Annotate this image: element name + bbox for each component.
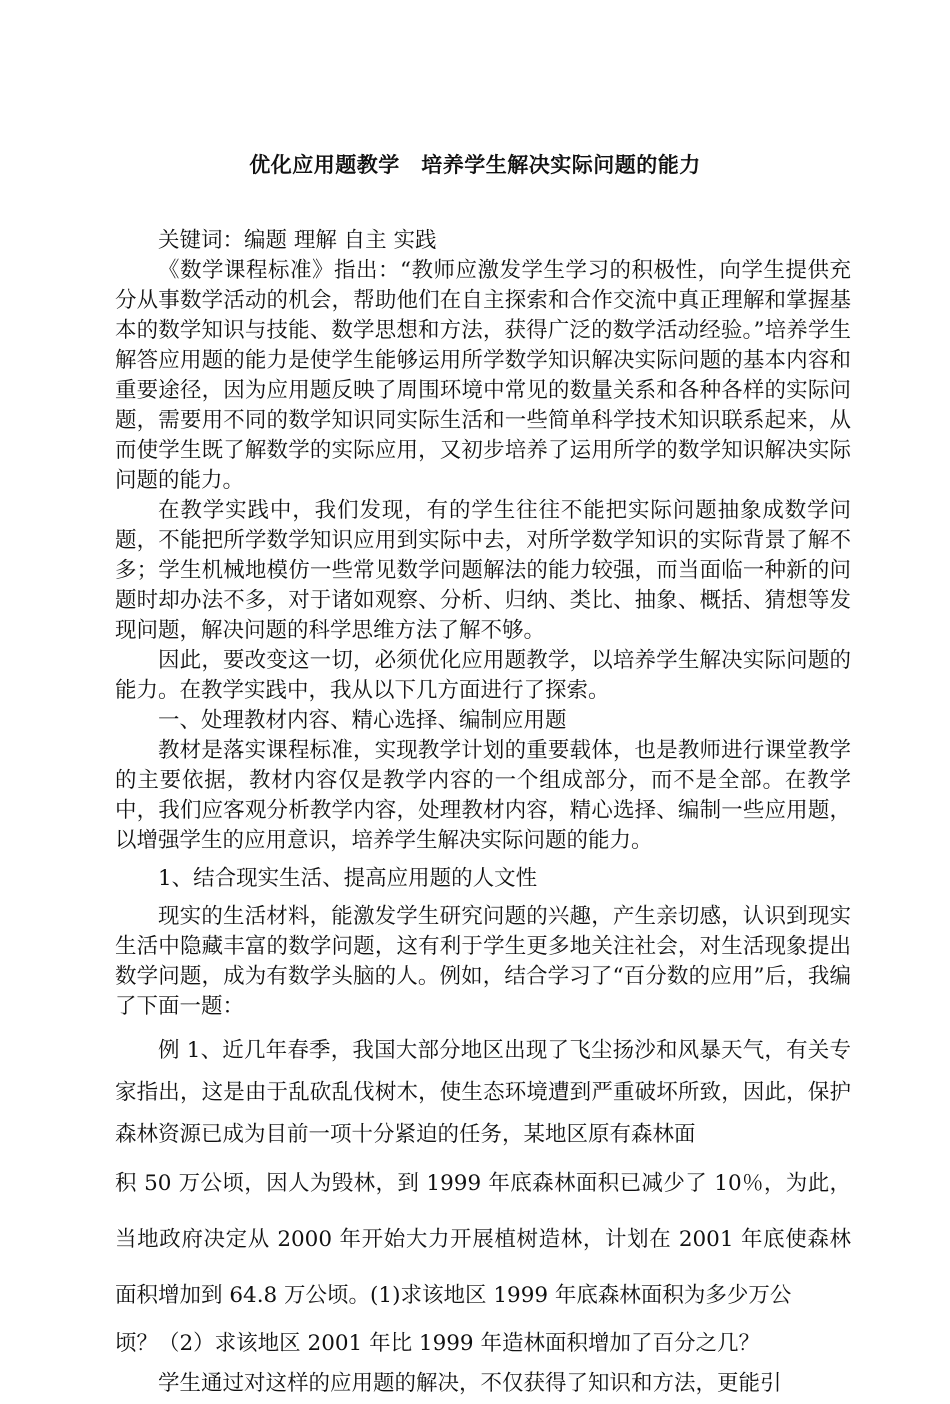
- subsection-heading: 1、结合现实生活、提高应用题的人文性: [158, 866, 538, 891]
- section-heading: 一、处理教材内容、精心选择、编制应用题: [158, 708, 567, 733]
- paragraph: 现实的生活材料，能激发学生研究问题的兴趣，产生亲切感，认识到现实生活中隐藏丰富的数学问题，这有利于学生更多地关注社会，对生活现象提出数学问题，成为有数学头脑的人。例如，结合学习了“百分数的应用”后，我编了下面一题：: [115, 904, 851, 1019]
- paragraph: 在教学实践中，我们发现，有的学生往往不能把实际问题抽象成数学问题，不能把所学数学知识应用到实际中去，对所学数学知识的实际背景了解不多；学生机械地模仿一些常见数学问题解法的能力较强，而当面临一种新的问题时却办法不多，对于诸如观察、分析、归纳、类比、抽象、概括、猜想等发现问题，解决问题的科学思维方法了解不够。: [115, 498, 851, 643]
- example-paragraph-cont: 积 50 万公顷，因人为毁林，到 1999 年底森林面积已减少了 10％，为此，当地政府决定从 2000 年开始大力开展植树造林，计划在 2001 年底使森林面积增加到 64.8 万公顷。(1)求该地区 1999 年底森林面积为多少万公: [115, 1171, 851, 1308]
- paragraph: 学生通过对这样的应用题的解决，不仅获得了知识和方法，更能引: [158, 1371, 782, 1396]
- document-body: [115, 226, 851, 1404]
- document-title: 优化应用题教学 培养学生解决实际问题的能力: [249, 152, 701, 177]
- example-paragraph: 例 1、近几年春季，我国大部分地区出现了飞尘扬沙和风暴天气，有关专家指出，这是由于乱砍乱伐树木，使生态环境遭到严重破坏所致，因此，保护森林资源已成为目前一项十分紧迫的任务，某地区原有森林面: [115, 1038, 851, 1147]
- paragraph: 教材是落实课程标准，实现教学计划的重要载体，也是教师进行课堂教学的主要依据，教材内容仅是教学内容的一个组成部分，而不是全部。在教学中，我们应客观分析教学内容，处理教材内容，精心选择、编制一些应用题，以增强学生的应用意识，培养学生解决实际问题的能力。: [115, 738, 851, 853]
- keywords-line: 关键词：编题 理解 自主 实践: [158, 228, 437, 253]
- example-question: 顷？（2）求该地区 2001 年比 1999 年造林面积增加了百分之几？: [115, 1331, 760, 1356]
- paragraph: 《数学课程标准》指出：“教师应激发学生学习的积极性，向学生提供充分从事数学活动的机会，帮助他们在自主探索和合作交流中真正理解和掌握基本的数学知识与技能、数学思想和方法，获得广泛的数学活动经验。”培养学生解答应用题的能力是使学生能够运用所学数学知识解决实际问题的基本内容和重要途径，因为应用题反映了周围环境中常见的数量关系和各种各样的实际问题，需要用不同的数学知识同实际生活和一些简单科学技术知识联系起来，从而使学生既了解数学的实际应用，又初步培养了运用所学的数学知识解决实际问题的能力。: [115, 258, 851, 493]
- paragraph: 因此，要改变这一切，必须优化应用题教学，以培养学生解决实际问题的能力。在教学实践中，我从以下几方面进行了探索。: [115, 648, 851, 703]
